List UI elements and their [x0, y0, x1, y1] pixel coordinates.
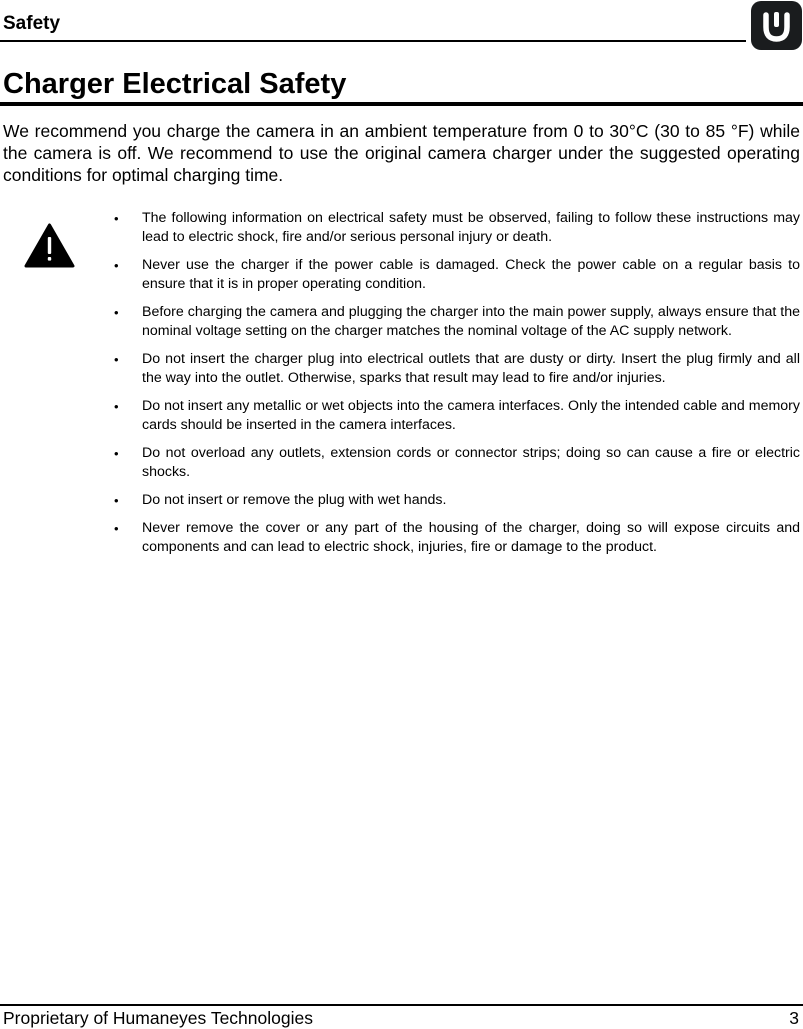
- bullet-icon: •: [114, 258, 119, 273]
- intro-paragraph: We recommend you charge the camera in an ambient temperature from 0 to 30°C (30 to 85 °F) while the camera is off. We recommend to use the original camera charger under the suggested operating conditions for optimal charging time.: [3, 121, 800, 185]
- list-item: [110, 491, 800, 510]
- list-item-text: Never remove the cover or any part of the housing of the charger, doing so will expose circuits and components and can lead to electric shock, injuries, fire or damage to the product.: [142, 520, 800, 555]
- list-item: [110, 397, 800, 435]
- bullet-icon: •: [114, 446, 119, 461]
- list-item-text: Before charging the camera and plugging the charger into the main power supply, always ensure that the nominal voltage setting on the charger matches the nominal voltage of the AC supply network.: [142, 304, 800, 339]
- footer-divider: [0, 1004, 803, 1006]
- page-title: Charger Electrical Safety: [3, 68, 347, 100]
- list-item-text: The following information on electrical safety must be observed, failing to follow these instructions may lead to electric shock, fire and/or serious personal injury or death.: [142, 210, 800, 245]
- bullet-icon: •: [114, 305, 119, 320]
- header-divider: [0, 40, 746, 42]
- bullet-icon: •: [114, 211, 119, 226]
- list-item-text: Never use the charger if the power cable is damaged. Check the power cable on a regular basis to ensure that it is in proper operating condition.: [142, 257, 800, 292]
- footer-company: Proprietary of Humaneyes Technologies: [3, 1008, 313, 1028]
- bullet-icon: •: [114, 493, 119, 508]
- list-item-text: Do not overload any outlets, extension cords or connector strips; doing so can cause a fire or electric shocks.: [142, 445, 800, 480]
- list-item: [110, 350, 800, 388]
- title-divider: [0, 102, 803, 106]
- list-item: [110, 256, 800, 294]
- list-item: [110, 303, 800, 341]
- safety-instructions-list: [110, 209, 800, 566]
- bullet-icon: •: [114, 521, 119, 536]
- list-item: [110, 444, 800, 482]
- list-item: [110, 519, 800, 557]
- bullet-icon: •: [114, 352, 119, 367]
- list-item-text: Do not insert any metallic or wet objects into the camera interfaces. Only the intended cable and memory cards should be inserted in the camera interfaces.: [142, 398, 800, 433]
- list-item-text: Do not insert the charger plug into electrical outlets that are dusty or dirty. Insert the plug firmly and all the way into the outlet. Otherwise, sparks that result may lead to fire and/or injuries.: [142, 351, 800, 386]
- list-item: [110, 209, 800, 247]
- humaneyes-logo-icon: [751, 1, 802, 50]
- section-title: Safety: [3, 13, 61, 34]
- warning-triangle-icon: [24, 223, 75, 268]
- list-item-text: Do not insert or remove the plug with wet hands.: [142, 492, 447, 508]
- page-number: 3: [789, 1008, 799, 1028]
- bullet-icon: •: [114, 399, 119, 414]
